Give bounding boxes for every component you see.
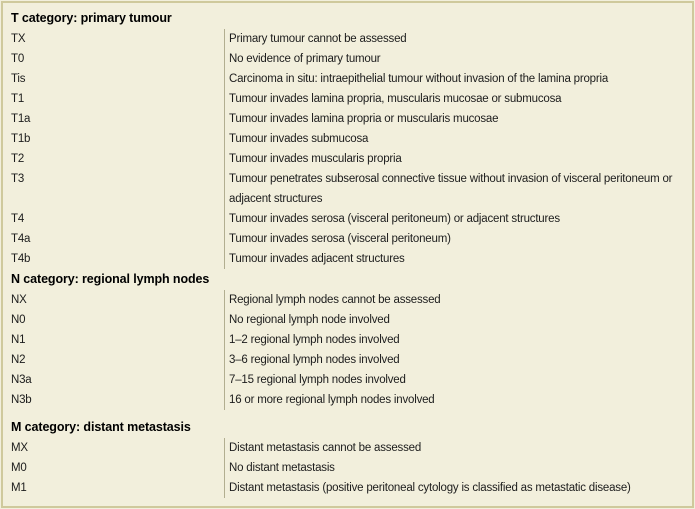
category-code: T1a (3, 109, 225, 129)
table-row (3, 229, 692, 249)
category-description: Regional lymph nodes cannot be assessed (229, 294, 441, 306)
category-description: Tumour penetrates subserosal connective tissue without invasion of visceral peritoneum or adjacent structures (229, 173, 673, 205)
category-code: T3 (3, 169, 225, 209)
category-code: T4b (3, 249, 225, 269)
category-description: Tumour invades lamina propria or muscularis mucosae (229, 113, 499, 125)
category-code: N2 (3, 350, 225, 370)
section-header-n: N category: regional lymph nodes (11, 272, 210, 286)
table-row (3, 438, 692, 458)
table-row (3, 390, 692, 410)
category-code: NX (3, 290, 225, 310)
category-code: T2 (3, 149, 225, 169)
category-description: Distant metastasis cannot be assessed (229, 442, 422, 454)
table-row (3, 29, 692, 49)
tnm-classification-table (1, 1, 694, 508)
category-code: Tis (3, 69, 225, 89)
table-row (3, 290, 692, 310)
category-code: T1 (3, 89, 225, 109)
category-code: T0 (3, 49, 225, 69)
category-description: No distant metastasis (229, 462, 335, 474)
table-row (3, 249, 692, 269)
category-description: Primary tumour cannot be assessed (229, 33, 407, 45)
section-header-m: M category: distant metastasis (11, 420, 191, 434)
section-t-category (3, 8, 692, 269)
section-m-category (3, 417, 692, 498)
category-code: MX (3, 438, 225, 458)
table-row (3, 330, 692, 350)
section-header-t: T category: primary tumour (11, 11, 172, 25)
category-code: TX (3, 29, 225, 49)
category-code: N0 (3, 310, 225, 330)
category-code: T1b (3, 129, 225, 149)
table-row (3, 69, 692, 89)
table-row (3, 149, 692, 169)
category-description: Tumour invades lamina propria, muscularis mucosae or submucosa (229, 93, 562, 105)
category-description: Tumour invades submucosa (229, 133, 369, 145)
category-description: 16 or more regional lymph nodes involved (229, 394, 435, 406)
category-description: Tumour invades serosa (visceral peritoneum) (229, 233, 451, 245)
category-code: N3b (3, 390, 225, 410)
table-row (3, 458, 692, 478)
category-code: M1 (3, 478, 225, 498)
table-row (3, 209, 692, 229)
category-description: 1–2 regional lymph nodes involved (229, 334, 400, 346)
table-row (3, 49, 692, 69)
category-code: N3a (3, 370, 225, 390)
category-description: 3–6 regional lymph nodes involved (229, 354, 400, 366)
category-description: Tumour invades muscularis propria (229, 153, 402, 165)
category-description: Tumour invades serosa (visceral peritoneum) or adjacent structures (229, 213, 560, 225)
category-description: Carcinoma in situ: intraepithelial tumour without invasion of the lamina propria (229, 73, 609, 85)
table-row (3, 370, 692, 390)
category-code: T4 (3, 209, 225, 229)
category-description: Tumour invades adjacent structures (229, 253, 405, 265)
table-row (3, 109, 692, 129)
category-description: No regional lymph node involved (229, 314, 390, 326)
section-n-category (3, 269, 692, 410)
category-code: M0 (3, 458, 225, 478)
table-row (3, 129, 692, 149)
table-row (3, 310, 692, 330)
category-description: No evidence of primary tumour (229, 53, 381, 65)
category-description: Distant metastasis (positive peritoneal cytology is classified as metastatic disease) (229, 482, 631, 494)
table-row (3, 89, 692, 109)
category-code: N1 (3, 330, 225, 350)
table-row (3, 169, 692, 209)
table-row (3, 350, 692, 370)
category-description: 7–15 regional lymph nodes involved (229, 374, 406, 386)
table-row (3, 478, 692, 498)
category-code: T4a (3, 229, 225, 249)
